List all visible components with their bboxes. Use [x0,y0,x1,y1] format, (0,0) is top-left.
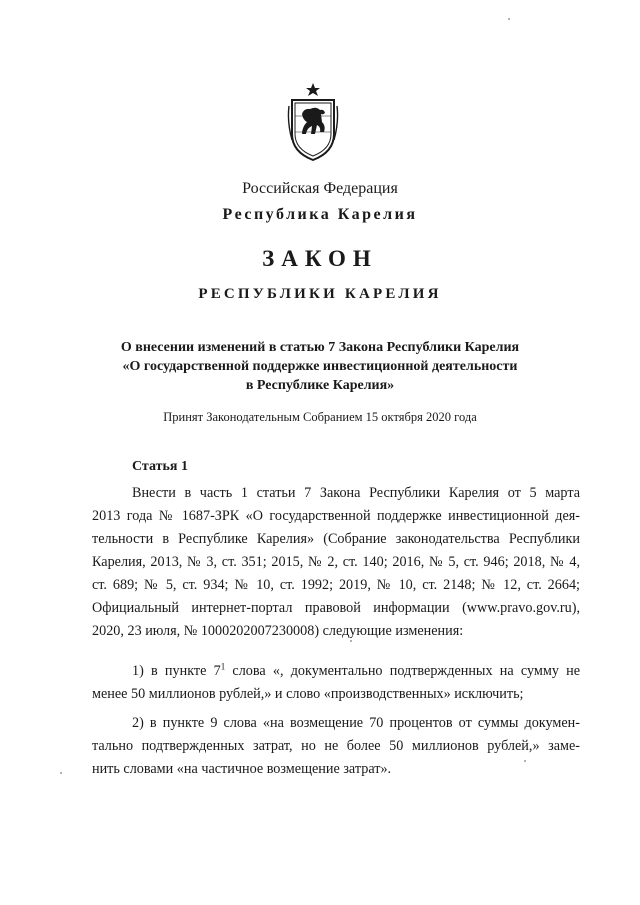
republic-name: Республика Карелия [222,206,418,223]
country-name: Российская Федерация [242,180,398,197]
paragraph-line: 2013 года № 1687-ЗРК «О государственной поддержке инвестиционной дея- [92,508,580,524]
paragraph-line: тально подтвержденных затрат, но не более 50 миллионов рублей,» заме- [92,738,580,754]
scan-speck [508,18,510,20]
paragraph-line: нить словами «на частичное возмещение затрат». [92,761,392,777]
paragraph-line: Карелия, 2013, № 3, ст. 351; 2015, № 2, ст. 140; 2016, № 5, ст. 946; 2018, № 4, [92,554,580,570]
document-type: ЗАКОН [262,246,378,271]
article-paragraph [92,482,580,643]
amendment-item-2 [92,712,580,781]
adoption-note: Принят Законодательным Собранием 15 октября 2020 года [163,410,477,424]
paragraph-line: Внести в часть 1 статьи 7 Закона Республики Карелия от 5 марта [132,485,580,501]
coat-of-arms-emblem [286,82,340,162]
law-title-line: «О государственной поддержке инвестиционной деятельности [122,359,518,374]
paragraph-line: Официальный интернет-портал правовой информации (www.pravo.gov.ru), [92,600,580,616]
article-heading: Статья 1 [132,459,188,474]
amendment-item-1 [92,660,580,706]
scan-speck [350,640,352,642]
law-title [0,338,640,395]
scan-speck [524,760,526,762]
paragraph-line: 1) в пункте $7^1$ слова «, документально подтвержденных на сумму не [132,661,580,679]
document-issuer: РЕСПУБЛИКИ КАРЕЛИЯ [198,286,442,302]
paragraph-line: 2) в пункте 9 слова «на возмещение 70 процентов от суммы докумен- [132,715,580,731]
paragraph-line: тельности в Республике Карелия» (Собрание законодательства Республики [92,531,580,547]
paragraph-line: менее 50 миллионов рублей,» и слово «производственных» исключить; [92,686,524,702]
paragraph-line: 2020, 23 июля, № 1000202007230008) следующие изменения: [92,623,464,639]
scan-speck [60,772,62,774]
law-title-line: в Республике Карелия» [245,378,395,393]
law-title-line: О внесении изменений в статью 7 Закона Республики Карелия [120,340,520,355]
paragraph-line: ст. 689; № 5, ст. 934; № 10, ст. 1992; 2019, № 10, ст. 2148; № 12, ст. 2664; [92,577,580,593]
